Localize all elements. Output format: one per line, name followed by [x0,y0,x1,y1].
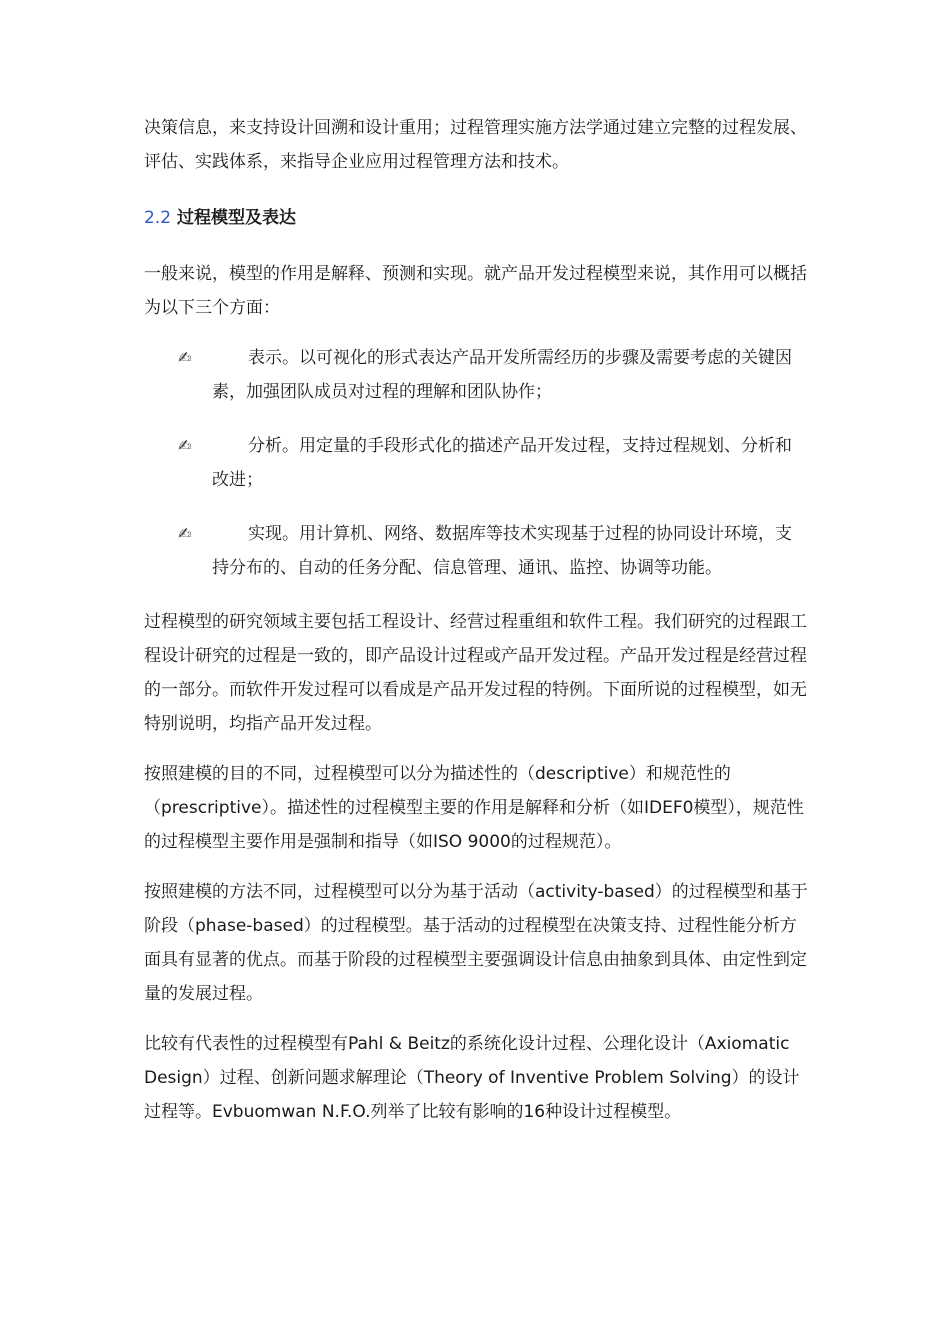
paragraph-model-purpose: 一般来说，模型的作用是解释、预测和实现。就产品开发过程模型来说，其作用可以概括为以下三个方面： [144,264,807,318]
paragraph-representative-models: 比较有代表性的过程模型有Pahl & Beitz的系统化设计过程、公理化设计（Axiomatic Design）过程、创新问题求解理论（Theory of Inventive Problem Solving）的设计过程等。Evbuomwan N.F.O.列举了比较有影响的16种设计过程模型。 [144,1034,800,1122]
writing-hand-icon: ✍ [178,524,192,543]
paragraph-research-areas: 过程模型的研究领域主要包括工程设计、经营过程重组和软件工程。我们研究的过程跟工程设计研究的过程是一致的，即产品设计过程或产品开发过程。产品开发过程是经营过程的一部分。而软件开发过程可以看成是产品开发过程的特例。下面所说的过程模型，如无特别说明，均指产品开发过程。 [144,612,807,734]
writing-hand-icon: ✍ [178,436,192,455]
paragraph-decision-info: 决策信息，来支持设计回溯和设计重用；过程管理实施方法学通过建立完整的过程发展、评估、实践体系，来指导企业应用过程管理方法和技术。 [144,118,807,172]
list-item-text: 表示。以可视化的形式表达产品开发所需经历的步骤及需要考虑的关键因素，加强团队成员对过程的理解和团队协作； [212,348,792,402]
section-number: 2.2 [144,208,172,228]
bullet-list [144,341,808,585]
list-item-text: 实现。用计算机、网络、数据库等技术实现基于过程的协同设计环境，支持分布的、自动的任务分配、信息管理、通讯、监控、协调等功能。 [212,524,792,578]
list-item [144,517,808,585]
paragraph-activity-phase: 按照建模的方法不同，过程模型可以分为基于活动（activity-based）的过程模型和基于阶段（phase-based）的过程模型。基于活动的过程模型在决策支持、过程性能分析方面具有显著的优点。而基于阶段的过程模型主要强调设计信息由抽象到具体、由定性到定量的发展过程。 [144,882,808,1004]
section-title: 过程模型及表达 [171,208,296,228]
list-item [144,429,808,497]
paragraph-descriptive-prescriptive: 按照建模的目的不同，过程模型可以分为描述性的（descriptive）和规范性的（prescriptive）。描述性的过程模型主要的作用是解释和分析（如IDEF0模型），规范性的过程模型主要作用是强制和指导（如ISO 9000的过程规范）。 [144,764,804,852]
section-heading [144,201,808,235]
document-page [144,111,808,1145]
list-item [144,341,808,409]
writing-hand-icon: ✍ [178,348,192,367]
list-item-text: 分析。用定量的手段形式化的描述产品开发过程，支持过程规划、分析和改进； [212,436,792,490]
